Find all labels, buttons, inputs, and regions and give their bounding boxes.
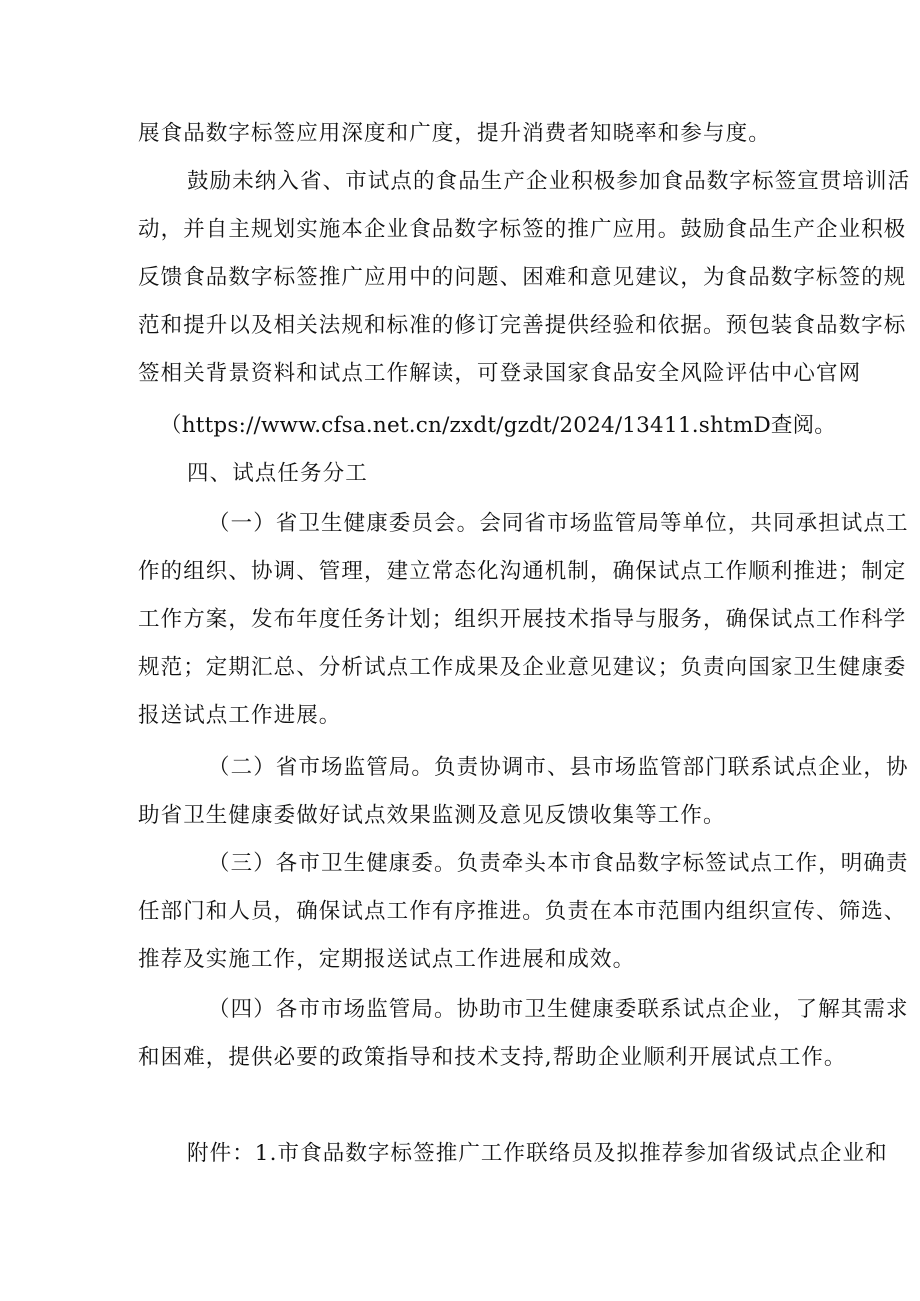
paragraph-line: （二）省市场监管局。负责协调市、县市场监管部门联系试点企业，协 xyxy=(208,755,909,780)
paragraph-line: 工作方案，发布年度任务计划；组织开展技术指导与服务，确保试点工作科学 xyxy=(138,607,907,632)
paragraph-line: （一）省卫生健康委员会。会同省市场监管局等单位，共同承担试点工 xyxy=(208,511,909,536)
url-line: （https://www.cfsa.net.cn/zxdt/gzdt/2024/13411.shtmD查阅。 xyxy=(160,413,836,438)
section-heading: 四、试点任务分工 xyxy=(187,461,368,486)
paragraph-line: 推荐及实施工作，定期报送试点工作进展和成效。 xyxy=(138,947,636,972)
paragraph-line: 范和提升以及相关法规和标准的修订完善提供经验和依据。预包装食品数字标 xyxy=(138,313,907,338)
attachment-line: 附件：1.市食品数字标签推广工作联络员及拟推荐参加省级试点企业和 xyxy=(187,1141,888,1166)
paragraph-line: （三）各市卫生健康委。负责牵头本市食品数字标签试点工作，明确责 xyxy=(208,851,909,876)
paragraph-line: （四）各市市场监管局。协助市卫生健康委联系试点企业，了解其需求 xyxy=(208,997,909,1022)
paragraph-line: 反馈食品数字标签推广应用中的问题、困难和意见建议，为食品数字标签的规 xyxy=(138,265,907,290)
paragraph-line: 鼓励未纳入省、市试点的食品生产企业积极参加食品数字标签宣贯培训活 xyxy=(187,169,911,194)
paragraph-line: 作的组织、协调、管理，建立常态化沟通机制，确保试点工作顺利推进；制定 xyxy=(138,559,907,584)
paragraph-line: 签相关背景资料和试点工作解读，可登录国家食品安全风险评估中心官网 xyxy=(138,361,862,386)
paragraph-line: 任部门和人员，确保试点工作有序推进。负责在本市范围内组织宣传、筛选、 xyxy=(138,899,907,924)
paragraph-line: 动，并自主规划实施本企业食品数字标签的推广应用。鼓励食品生产企业积极 xyxy=(138,217,907,242)
paragraph-line: 规范；定期汇总、分析试点工作成果及企业意见建议；负责向国家卫生健康委 xyxy=(138,655,907,680)
paragraph-line: 展食品数字标签应用深度和广度，提升消费者知晓率和参与度。 xyxy=(138,121,771,146)
paragraph-line: 助省卫生健康委做好试点效果监测及意见反馈收集等工作。 xyxy=(138,803,726,828)
paragraph-line: 报送试点工作进展。 xyxy=(138,703,342,728)
paragraph-line: 和困难，提供必要的政策指导和技术支持,帮助企业顺利开展试点工作。 xyxy=(138,1045,847,1070)
